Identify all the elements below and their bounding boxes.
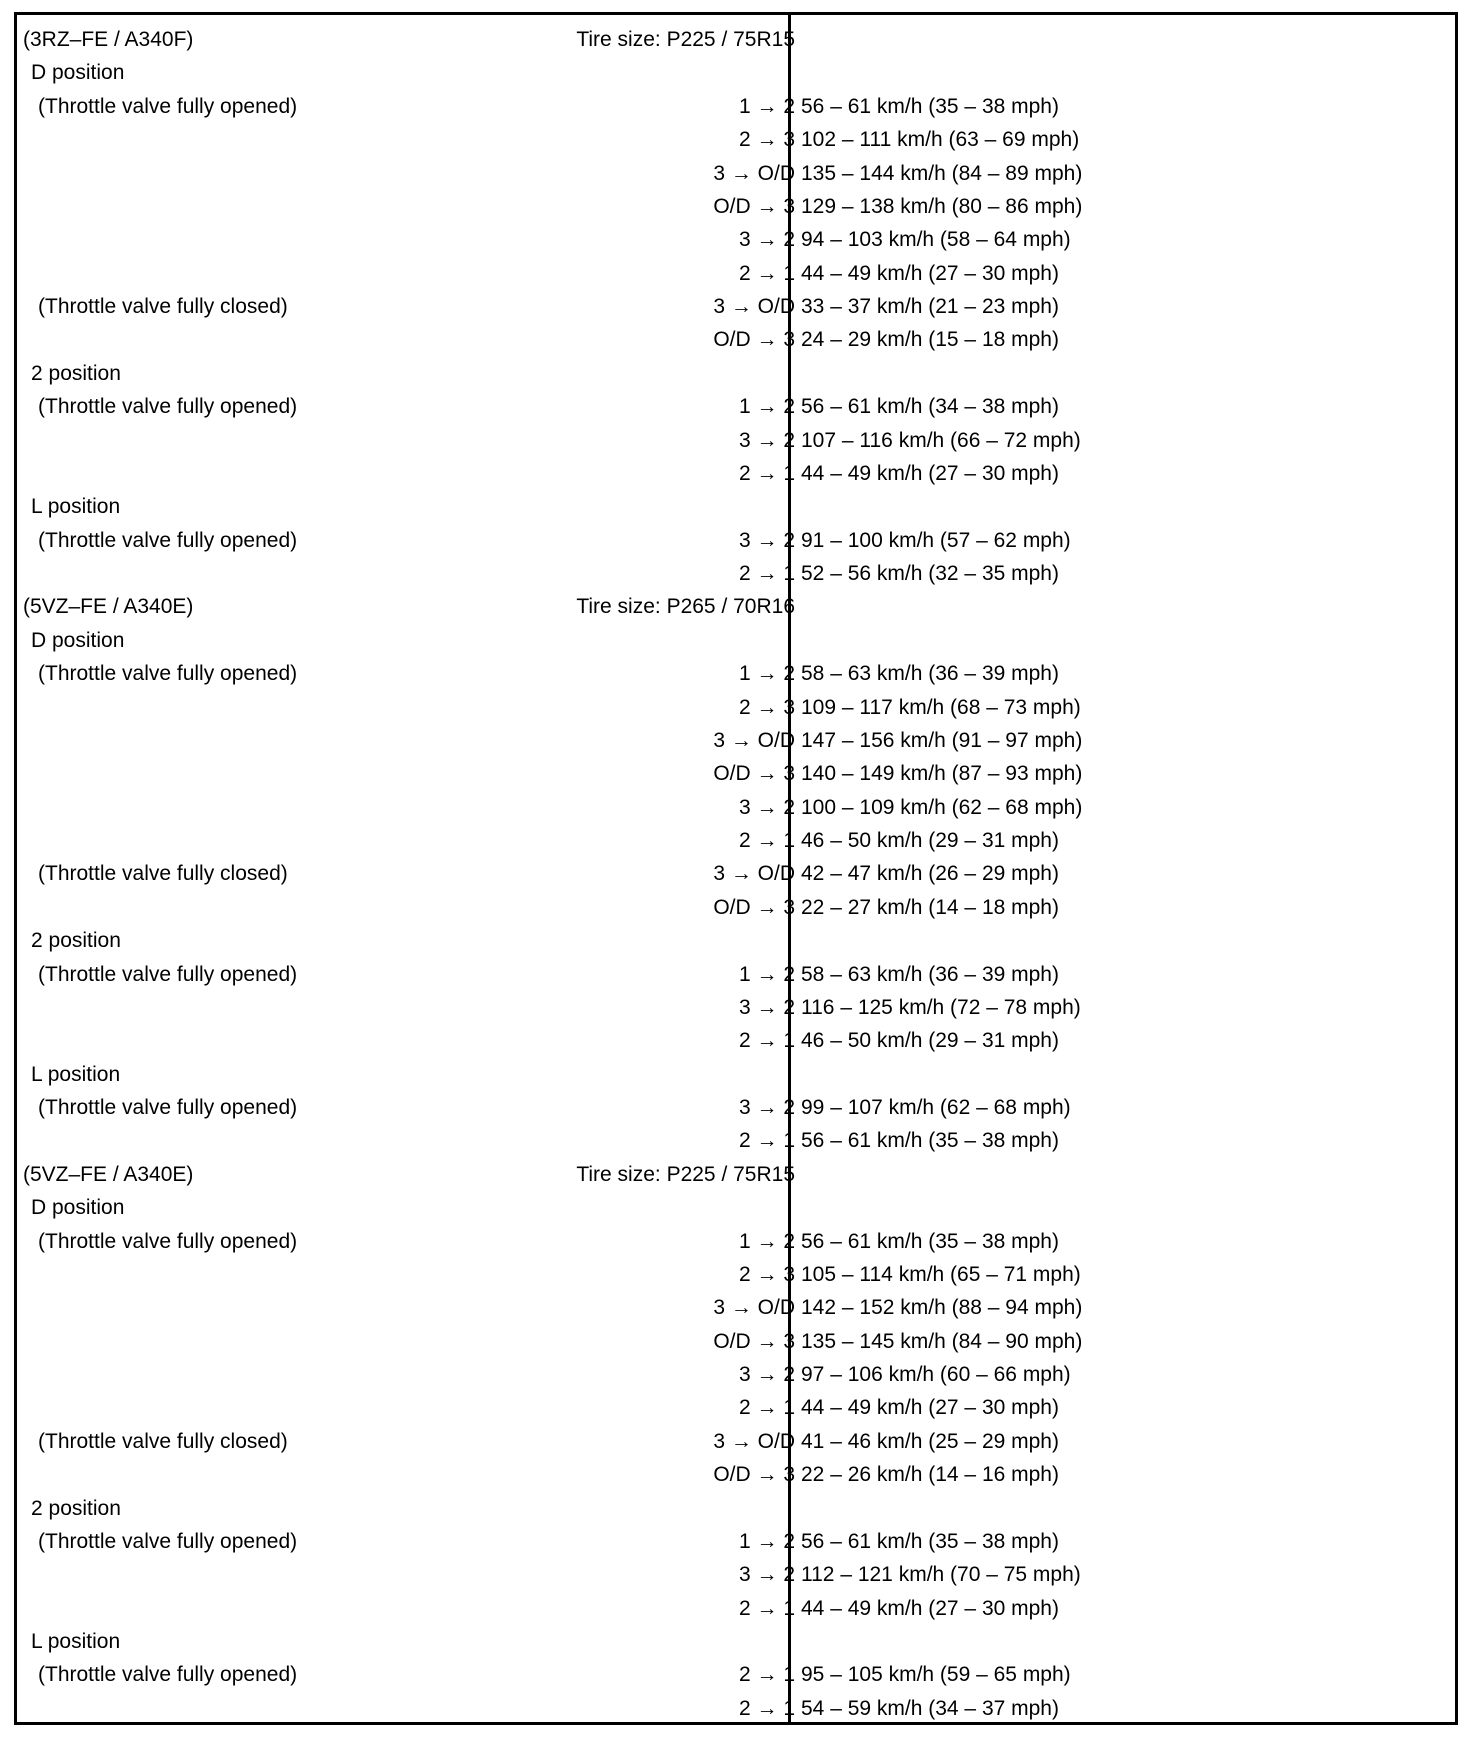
- shift-label: 3 → O/D: [713, 862, 795, 886]
- speed-value: 44 – 49 km/h (27 – 30 mph): [801, 1396, 1059, 1420]
- speed-value: 142 – 152 km/h (88 – 94 mph): [801, 1296, 1083, 1320]
- table-row: [17, 90, 1455, 123]
- speed-value: 95 – 105 km/h (59 – 65 mph): [801, 1663, 1071, 1687]
- speed-value: 54 – 59 km/h (34 – 37 mph): [801, 1696, 1059, 1720]
- speed-value: 46 – 50 km/h (29 – 31 mph): [801, 829, 1059, 852]
- speed-value: 91 – 100 km/h (57 – 62 mph): [801, 528, 1071, 552]
- table-row: [17, 1124, 1455, 1157]
- condition-label: (Throttle valve fully opened): [38, 528, 298, 552]
- table-row: [17, 323, 1455, 356]
- table-row: [17, 1024, 1455, 1057]
- table-row: [17, 1391, 1455, 1424]
- shift-label: O/D → 3: [713, 328, 795, 352]
- table-row: [17, 223, 1455, 256]
- shift-label: 3 → 2: [738, 528, 795, 552]
- section-heading: (5VZ–FE / A340E): [23, 595, 194, 619]
- section-heading: (5VZ–FE / A340E): [23, 1162, 194, 1186]
- speed-value: 58 – 63 km/h (36 – 39 mph): [801, 662, 1059, 686]
- shift-label: 1 → 2: [738, 1229, 795, 1253]
- condition-label: (Throttle valve fully closed): [38, 862, 288, 886]
- table-row: [17, 1325, 1455, 1358]
- table-row: [17, 56, 1455, 89]
- shift-label: 3 → O/D: [713, 1429, 795, 1453]
- speed-value: 22 – 27 km/h (14 – 18 mph): [801, 895, 1059, 919]
- tire-size-label: Tire size: P225 / 75R15: [576, 28, 795, 51]
- position-label: 2 position: [31, 929, 121, 953]
- shift-label: 3 → 2: [738, 228, 795, 252]
- table-row: [17, 1625, 1455, 1658]
- table-row: [17, 123, 1455, 156]
- table-row: [17, 190, 1455, 223]
- condition-label: (Throttle valve fully closed): [38, 295, 288, 318]
- table-row: [17, 1291, 1455, 1324]
- table-row: [17, 1258, 1455, 1291]
- speed-value: 129 – 138 km/h (80 – 86 mph): [801, 194, 1083, 218]
- table-row: [17, 857, 1455, 890]
- table-row: [17, 924, 1455, 957]
- speed-value: 135 – 145 km/h (84 – 90 mph): [801, 1329, 1083, 1353]
- shift-label: O/D → 3: [713, 1329, 795, 1353]
- table-row: [17, 891, 1455, 924]
- condition-label: (Throttle valve fully opened): [38, 962, 298, 986]
- shift-label: 1 → 2: [738, 962, 795, 986]
- shift-label: 3 → O/D: [713, 728, 795, 752]
- table-row: [17, 157, 1455, 190]
- shift-label: 1 → 2: [738, 1529, 795, 1553]
- position-label: L position: [31, 1630, 121, 1653]
- table-row: [17, 1225, 1455, 1258]
- shift-label: 2 → 1: [738, 829, 795, 852]
- speed-value: 24 – 29 km/h (15 – 18 mph): [801, 328, 1059, 352]
- shift-label: 1 → 2: [738, 395, 795, 419]
- condition-label: (Throttle valve fully opened): [38, 1663, 298, 1687]
- shift-label: 2 → 1: [738, 1596, 795, 1620]
- shift-label: 2 → 1: [738, 461, 795, 485]
- shift-label: 3 → 2: [738, 1563, 795, 1587]
- shift-label: 2 → 1: [738, 562, 795, 585]
- table-row: [17, 958, 1455, 991]
- condition-label: (Throttle valve fully closed): [38, 1429, 288, 1453]
- speed-value: 107 – 116 km/h (66 – 72 mph): [801, 428, 1081, 452]
- table-row: [17, 657, 1455, 690]
- shift-label: 3 → 2: [738, 1363, 795, 1386]
- shift-point-table: [17, 23, 1455, 1725]
- speed-value: 135 – 144 km/h (84 – 89 mph): [801, 161, 1083, 185]
- speed-value: 44 – 49 km/h (27 – 30 mph): [801, 1596, 1059, 1620]
- position-label: D position: [31, 1196, 125, 1220]
- table-row: [17, 1158, 1455, 1191]
- speed-value: 56 – 61 km/h (35 – 38 mph): [801, 1129, 1059, 1153]
- position-label: L position: [31, 1062, 121, 1086]
- table-row: [17, 691, 1455, 724]
- shift-label: 3 → 2: [738, 795, 795, 819]
- table-row: [17, 390, 1455, 423]
- table-row: [17, 1091, 1455, 1124]
- speed-value: 42 – 47 km/h (26 – 29 mph): [801, 862, 1059, 886]
- speed-value: 116 – 125 km/h (72 – 78 mph): [801, 995, 1081, 1019]
- position-label: 2 position: [31, 361, 121, 385]
- shift-label: 3 → O/D: [713, 161, 795, 185]
- tire-size-label: Tire size: P265 / 70R16: [576, 595, 795, 619]
- speed-value: 22 – 26 km/h (14 – 16 mph): [801, 1463, 1059, 1487]
- tire-size-label: Tire size: P225 / 75R15: [576, 1162, 795, 1186]
- shift-label: O/D → 3: [713, 1463, 795, 1487]
- condition-label: (Throttle valve fully opened): [38, 662, 298, 686]
- shift-label: 2 → 1: [738, 1663, 795, 1687]
- section-heading: (3RZ–FE / A340F): [23, 28, 194, 51]
- shift-label: 3 → 2: [738, 428, 795, 452]
- speed-value: 99 – 107 km/h (62 – 68 mph): [801, 1096, 1071, 1119]
- speed-value: 56 – 61 km/h (35 – 38 mph): [801, 94, 1059, 118]
- shift-label: 2 → 1: [738, 1396, 795, 1420]
- shift-label: 2 → 3: [738, 1262, 795, 1286]
- speed-value: 109 – 117 km/h (68 – 73 mph): [801, 695, 1081, 719]
- table-row: [17, 1525, 1455, 1558]
- shift-label: 3 → 2: [738, 1096, 795, 1119]
- speed-value: 56 – 61 km/h (35 – 38 mph): [801, 1229, 1059, 1253]
- shift-label: 2 → 3: [738, 695, 795, 719]
- speed-value: 97 – 106 km/h (60 – 66 mph): [801, 1363, 1071, 1386]
- table-row: [17, 557, 1455, 590]
- shift-label: 2 → 3: [738, 128, 795, 152]
- table-row: [17, 757, 1455, 790]
- position-label: L position: [31, 495, 121, 519]
- speed-value: 56 – 61 km/h (35 – 38 mph): [801, 1529, 1059, 1553]
- table-row: [17, 1492, 1455, 1525]
- position-label: 2 position: [31, 1496, 121, 1520]
- shift-label: O/D → 3: [713, 895, 795, 919]
- position-label: D position: [31, 61, 125, 85]
- speed-value: 44 – 49 km/h (27 – 30 mph): [801, 461, 1059, 485]
- table-row: [17, 457, 1455, 490]
- table-row: [17, 290, 1455, 323]
- table-row: [17, 524, 1455, 557]
- shift-label: O/D → 3: [713, 194, 795, 218]
- shift-label: 2 → 1: [738, 1129, 795, 1153]
- condition-label: (Throttle valve fully opened): [38, 395, 298, 419]
- shift-label: 2 → 1: [738, 1696, 795, 1720]
- table-row: [17, 1191, 1455, 1224]
- shift-label: 3 → 2: [738, 995, 795, 1019]
- table-row: [17, 624, 1455, 657]
- condition-label: (Throttle valve fully opened): [38, 1529, 298, 1553]
- shift-label: 3 → O/D: [713, 295, 795, 318]
- speed-value: 33 – 37 km/h (21 – 23 mph): [801, 295, 1059, 318]
- speed-value: 100 – 109 km/h (62 – 68 mph): [801, 795, 1083, 819]
- table-row: [17, 424, 1455, 457]
- speed-value: 58 – 63 km/h (36 – 39 mph): [801, 962, 1059, 986]
- table-row: [17, 724, 1455, 757]
- table-row: [17, 357, 1455, 390]
- shift-label: 3 → O/D: [713, 1296, 795, 1320]
- table-row: [17, 590, 1455, 623]
- speed-value: 52 – 56 km/h (32 – 35 mph): [801, 562, 1059, 585]
- condition-label: (Throttle valve fully opened): [38, 94, 298, 118]
- table-row: [17, 1058, 1455, 1091]
- speed-value: 112 – 121 km/h (70 – 75 mph): [801, 1563, 1081, 1587]
- shift-label: 2 → 1: [738, 261, 795, 285]
- table-row: [17, 1658, 1455, 1691]
- table-row: [17, 1458, 1455, 1491]
- speed-value: 102 – 111 km/h (63 – 69 mph): [801, 128, 1080, 152]
- table-row: [17, 791, 1455, 824]
- table-row: [17, 991, 1455, 1024]
- shift-label: 2 → 1: [738, 1029, 795, 1053]
- speed-value: 147 – 156 km/h (91 – 97 mph): [801, 728, 1083, 752]
- table-row: [17, 490, 1455, 523]
- speed-value: 105 – 114 km/h (65 – 71 mph): [801, 1262, 1081, 1286]
- shift-label: 1 → 2: [738, 662, 795, 686]
- table-row: [17, 1592, 1455, 1625]
- shift-label: 1 → 2: [738, 94, 795, 118]
- speed-value: 44 – 49 km/h (27 – 30 mph): [801, 261, 1059, 285]
- speed-value: 140 – 149 km/h (87 – 93 mph): [801, 762, 1083, 786]
- table-row: [17, 1692, 1455, 1725]
- table-row: [17, 257, 1455, 290]
- speed-value: 41 – 46 km/h (25 – 29 mph): [801, 1429, 1059, 1453]
- table-row: [17, 1425, 1455, 1458]
- table-row: [17, 23, 1455, 56]
- speed-value: 94 – 103 km/h (58 – 64 mph): [801, 228, 1071, 252]
- table-row: [17, 824, 1455, 857]
- speed-value: 56 – 61 km/h (34 – 38 mph): [801, 395, 1059, 419]
- condition-label: (Throttle valve fully opened): [38, 1229, 298, 1253]
- position-label: D position: [31, 628, 125, 652]
- shift-label: O/D → 3: [713, 762, 795, 786]
- table-row: [17, 1358, 1455, 1391]
- table-row: [17, 1558, 1455, 1591]
- condition-label: (Throttle valve fully opened): [38, 1096, 298, 1119]
- speed-value: 46 – 50 km/h (29 – 31 mph): [801, 1029, 1059, 1053]
